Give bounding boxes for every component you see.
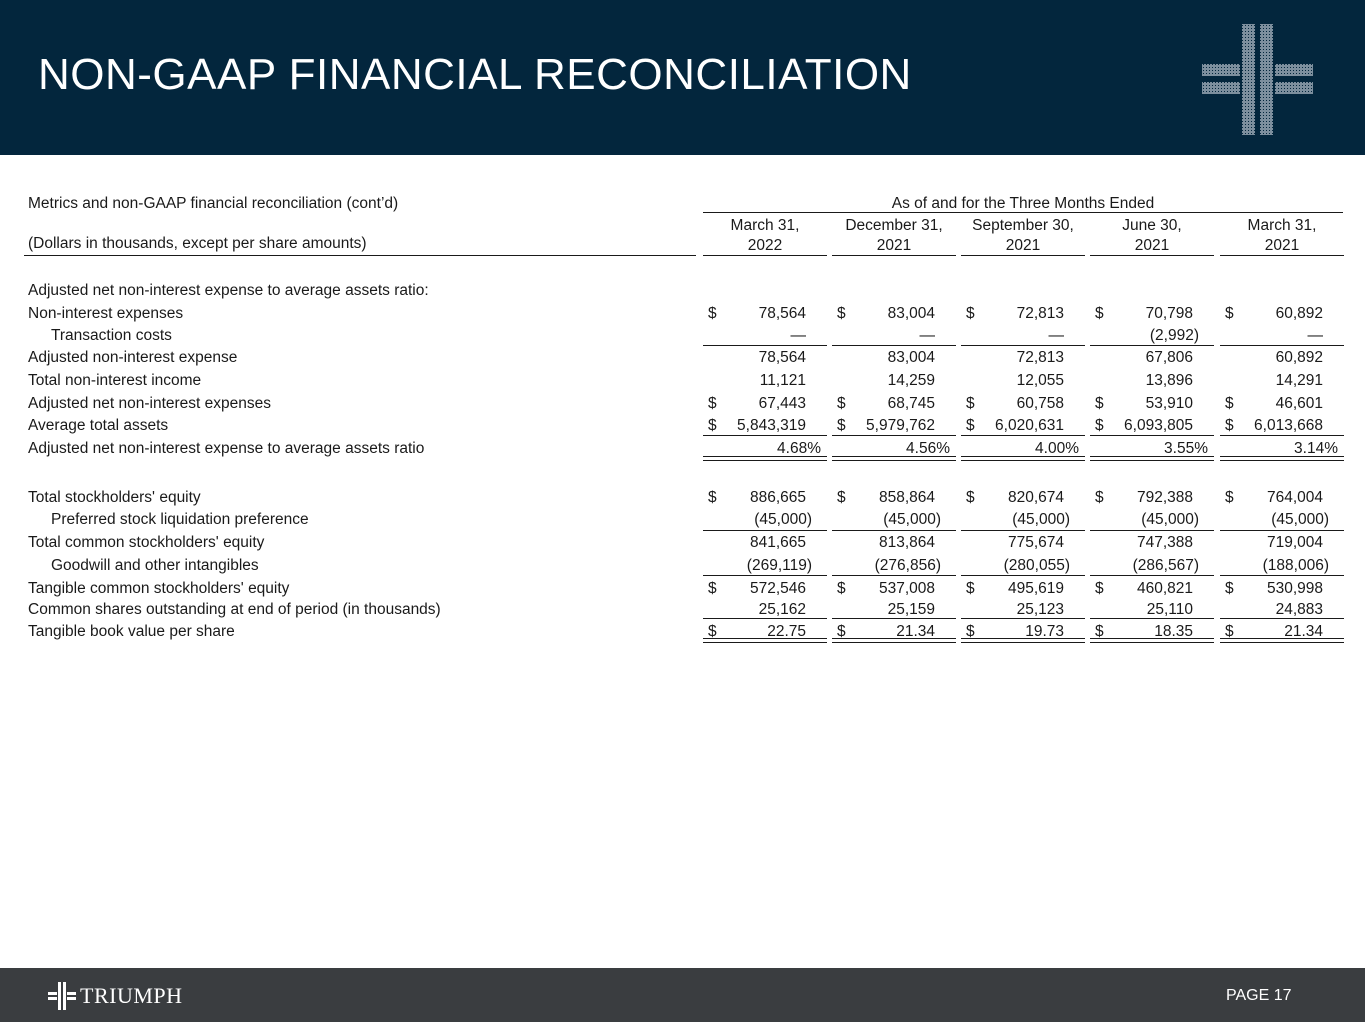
table-caption: Metrics and non-GAAP financial reconciliation (cont’d) [28, 195, 399, 212]
currency-symbol: $ [837, 417, 846, 434]
cell-value: 78,564 [758, 349, 806, 366]
table-cell [1220, 534, 1344, 552]
currency-symbol: $ [1225, 580, 1234, 597]
currency-symbol: $ [837, 580, 846, 597]
cell-value: 3.55% [1164, 440, 1208, 457]
table-cell [832, 601, 956, 619]
slide-footer [0, 968, 1365, 1022]
row-label: Total non-interest income [28, 372, 202, 389]
cell-value: 11,121 [759, 372, 806, 389]
total-double-underline [832, 456, 956, 461]
cell-value: 18.35 [1154, 623, 1193, 640]
cell-value: 6,093,805 [1124, 417, 1193, 434]
row-label: Transaction costs [51, 327, 172, 344]
page-title: NON-GAAP FINANCIAL RECONCILIATION [38, 50, 912, 99]
cell-value: 764,004 [1266, 489, 1323, 506]
table-cell [703, 395, 827, 413]
table-cell [703, 349, 827, 367]
cell-value: 4.68% [777, 440, 821, 457]
cell-value: 537,008 [878, 580, 935, 597]
total-double-underline [961, 456, 1085, 461]
row-label: Adjusted net non-interest expense to average assets ratio [28, 440, 425, 457]
currency-symbol: $ [966, 395, 975, 412]
table-cell [832, 580, 956, 598]
table-cell [703, 601, 827, 619]
currency-symbol: $ [1225, 395, 1234, 412]
subtotal-underline [703, 530, 827, 531]
cell-value: 25,162 [758, 601, 806, 618]
label-header-divider [24, 255, 696, 256]
currency-symbol: $ [1095, 395, 1104, 412]
cell-value: 4.00% [1035, 440, 1079, 457]
column-header-divider [832, 255, 956, 256]
subtotal-underline [832, 345, 956, 346]
table-cell [703, 327, 827, 345]
table-cell [1220, 580, 1344, 598]
column-header-1 [832, 216, 956, 256]
row-label: Common shares outstanding at end of period (in thousands) [28, 601, 441, 618]
cell-value: 67,443 [758, 395, 806, 412]
cell-value: 5,979,762 [866, 417, 935, 434]
cell-value: 5,843,319 [737, 417, 806, 434]
cell-value: 60,892 [1275, 349, 1323, 366]
column-header-2 [961, 216, 1085, 256]
table-cell [961, 580, 1085, 598]
column-header-divider [1220, 255, 1344, 256]
cell-value: 21.34 [896, 623, 935, 640]
currency-symbol: $ [1095, 580, 1104, 597]
table-cell [961, 305, 1085, 323]
table-cell [703, 305, 827, 323]
table-cell [1220, 305, 1344, 323]
currency-symbol: $ [966, 417, 975, 434]
cell-value: 25,110 [1146, 601, 1193, 618]
currency-symbol: $ [708, 580, 717, 597]
subtotal-underline [1220, 530, 1344, 531]
cell-value: 46,601 [1275, 395, 1323, 412]
cell-value: (269,119) [746, 557, 812, 574]
cell-value: 25,159 [887, 601, 935, 618]
cell-value: 719,004 [1266, 534, 1323, 551]
currency-symbol: $ [1225, 305, 1234, 322]
total-double-underline [961, 638, 1085, 643]
subtotal-underline [832, 618, 956, 619]
cell-value: — [1048, 327, 1064, 344]
currency-symbol: $ [966, 580, 975, 597]
currency-symbol: $ [708, 417, 717, 434]
total-double-underline [1220, 456, 1344, 461]
table-cell [1220, 489, 1344, 507]
table-cell [1090, 395, 1214, 413]
table-cell [1220, 395, 1344, 413]
cell-value: 820,674 [1007, 489, 1064, 506]
currency-symbol: $ [1095, 305, 1104, 322]
row-label: Preferred stock liquidation preference [51, 511, 309, 528]
cell-value: — [1307, 327, 1323, 344]
subtotal-underline [1220, 345, 1344, 346]
subtotal-underline [1090, 435, 1214, 436]
subtotal-underline [832, 530, 956, 531]
table-cell [1090, 557, 1214, 575]
table-cell [832, 534, 956, 552]
table-cell [832, 489, 956, 507]
cell-value: 775,674 [1007, 534, 1064, 551]
column-header-divider [1090, 255, 1214, 256]
cell-value: 460,821 [1136, 580, 1193, 597]
cell-value: (45,000) [1141, 511, 1199, 528]
cell-value: 12,055 [1016, 372, 1064, 389]
column-header-year: 2022 [747, 237, 783, 254]
subtotal-underline [832, 575, 956, 576]
currency-symbol: $ [837, 305, 846, 322]
table-cell [961, 601, 1085, 619]
table-cell [1090, 601, 1214, 619]
total-double-underline [832, 638, 956, 643]
subtotal-underline [1220, 575, 1344, 576]
triumph-cross-logo-icon [1200, 22, 1315, 137]
column-header-divider [961, 255, 1085, 256]
subtotal-underline [961, 530, 1085, 531]
cell-value: 14,259 [887, 372, 935, 389]
group-divider [703, 212, 1343, 213]
cell-value: 68,745 [887, 395, 935, 412]
subtotal-underline [961, 575, 1085, 576]
currency-symbol: $ [837, 395, 846, 412]
table-cell [961, 327, 1085, 345]
table-cell [961, 557, 1085, 575]
cell-value: 83,004 [887, 349, 935, 366]
row-label: Average total assets [28, 417, 169, 434]
table-cell [703, 511, 827, 529]
cell-value: 67,806 [1145, 349, 1193, 366]
table-cell [1090, 417, 1214, 435]
table-cell [1090, 511, 1214, 529]
subtotal-underline [832, 435, 956, 436]
currency-symbol: $ [966, 305, 975, 322]
subtotal-underline [961, 345, 1085, 346]
cell-value: (276,856) [874, 557, 941, 574]
page-number: PAGE 17 [1226, 987, 1292, 1004]
cell-value: 792,388 [1136, 489, 1193, 506]
row-label: Non-interest expenses [28, 305, 184, 322]
cell-value: 6,013,668 [1254, 417, 1323, 434]
table-cell [1090, 372, 1214, 390]
subtotal-underline [1090, 345, 1214, 346]
cell-value: (2,992) [1149, 327, 1199, 344]
column-header-month: March 31, [730, 217, 800, 234]
table-cell [1220, 511, 1344, 529]
triumph-cross-small-icon [48, 982, 76, 1010]
total-double-underline [1090, 638, 1214, 643]
column-header-4 [1220, 216, 1344, 256]
currency-symbol: $ [966, 623, 975, 640]
footer-brand-name: TRIUMPH [80, 983, 183, 1008]
cell-value: 72,813 [1016, 305, 1064, 322]
cell-value: 813,864 [878, 534, 935, 551]
table-cell [703, 489, 827, 507]
cell-value: (188,006) [1262, 557, 1329, 574]
cell-value: 24,883 [1275, 601, 1323, 618]
cell-value: 530,998 [1266, 580, 1323, 597]
cell-value: 19.73 [1025, 623, 1064, 640]
table-cell [1220, 417, 1344, 435]
total-double-underline [703, 456, 827, 461]
currency-symbol: $ [1225, 489, 1234, 506]
table-cell [832, 511, 956, 529]
table-cell [703, 534, 827, 552]
currency-symbol: $ [708, 305, 717, 322]
cell-value: (280,055) [1003, 557, 1070, 574]
cell-value: 70,798 [1145, 305, 1193, 322]
cell-value: 53,910 [1145, 395, 1193, 412]
subtotal-underline [703, 345, 827, 346]
table-cell [703, 417, 827, 435]
cell-value: 60,758 [1016, 395, 1064, 412]
subtotal-underline [1220, 618, 1344, 619]
table-cell [1220, 349, 1344, 367]
row-label: Tangible book value per share [28, 623, 235, 640]
column-header-month: September 30, [972, 217, 1074, 234]
subtotal-underline [703, 575, 827, 576]
table-cell [703, 372, 827, 390]
table-cell [832, 395, 956, 413]
table-cell [1090, 489, 1214, 507]
cell-value: 747,388 [1136, 534, 1193, 551]
cell-value: (45,000) [1271, 511, 1329, 528]
table-cell [1220, 601, 1344, 619]
cell-value: 83,004 [887, 305, 935, 322]
cell-value: 22.75 [767, 623, 806, 640]
total-double-underline [1090, 456, 1214, 461]
currency-symbol: $ [1095, 417, 1104, 434]
column-header-0 [703, 216, 827, 256]
column-header-year: 2021 [876, 237, 912, 254]
table-cell [961, 511, 1085, 529]
subtotal-underline [961, 618, 1085, 619]
subtotal-underline [1090, 618, 1214, 619]
currency-symbol: $ [1095, 623, 1104, 640]
table-cell [1090, 534, 1214, 552]
cell-value: 858,864 [878, 489, 935, 506]
cell-value: 60,892 [1275, 305, 1323, 322]
currency-symbol: $ [1225, 417, 1234, 434]
table-cell [1090, 349, 1214, 367]
currency-symbol: $ [708, 489, 717, 506]
table-cell [832, 305, 956, 323]
total-double-underline [703, 638, 827, 643]
table-cell [832, 417, 956, 435]
table-cell [703, 557, 827, 575]
cell-value: 495,619 [1007, 580, 1064, 597]
column-header-divider [703, 255, 827, 256]
slide-header [0, 0, 1365, 155]
subtotal-underline [961, 435, 1085, 436]
column-header-year: 2021 [1134, 237, 1170, 254]
column-header-year: 2021 [1005, 237, 1041, 254]
table-cell [832, 557, 956, 575]
row-label: Adjusted net non-interest expenses [28, 395, 271, 412]
cell-value: (286,567) [1132, 557, 1199, 574]
cell-value: (45,000) [883, 511, 941, 528]
table-cell [703, 580, 827, 598]
table-cell [1220, 557, 1344, 575]
column-header-month: June 30, [1122, 217, 1182, 234]
cell-value: — [919, 327, 935, 344]
cell-value: 14,291 [1275, 372, 1323, 389]
subtotal-underline [703, 435, 827, 436]
cell-value: 572,546 [749, 580, 806, 597]
table-cell [961, 534, 1085, 552]
table-cell [1220, 372, 1344, 390]
cell-value: 21.34 [1284, 623, 1323, 640]
cell-value: 72,813 [1016, 349, 1064, 366]
table-cell [961, 349, 1085, 367]
subtotal-underline [1090, 575, 1214, 576]
cell-value: 78,564 [758, 305, 806, 322]
currency-symbol: $ [708, 395, 717, 412]
table-cell [961, 417, 1085, 435]
row-label: Tangible common stockholders' equity [28, 580, 290, 597]
currency-symbol: $ [966, 489, 975, 506]
cell-value: 6,020,631 [995, 417, 1064, 434]
currency-symbol: $ [1225, 623, 1234, 640]
cell-value: 4.56% [906, 440, 950, 457]
table-cell [1090, 305, 1214, 323]
currency-symbol: $ [1095, 489, 1104, 506]
cell-value: 13,896 [1145, 372, 1193, 389]
cell-value: (45,000) [1012, 511, 1070, 528]
table-cell [961, 372, 1085, 390]
column-header-year: 2021 [1264, 237, 1300, 254]
row-label: Total stockholders' equity [28, 489, 201, 506]
cell-value: 841,665 [749, 534, 806, 551]
currency-symbol: $ [837, 623, 846, 640]
period-group-header: As of and for the Three Months Ended [891, 195, 1155, 212]
table-cell [1090, 580, 1214, 598]
table-cell [832, 349, 956, 367]
cell-value: 3.14% [1294, 440, 1338, 457]
table-cell [832, 327, 956, 345]
currency-symbol: $ [708, 623, 717, 640]
subtotal-underline [703, 618, 827, 619]
cell-value: 886,665 [749, 489, 806, 506]
units-note: (Dollars in thousands, except per share amounts) [28, 235, 367, 252]
column-header-3 [1090, 216, 1214, 256]
cell-value: (45,000) [754, 511, 812, 528]
column-header-month: March 31, [1247, 217, 1317, 234]
table-cell [961, 489, 1085, 507]
footer-brand [48, 982, 183, 1010]
total-double-underline [1220, 638, 1344, 643]
table-cell [961, 395, 1085, 413]
column-header-month: December 31, [845, 217, 943, 234]
cell-value: 25,123 [1016, 601, 1064, 618]
row-label: Adjusted non-interest expense [28, 349, 238, 366]
table-cell [1090, 327, 1214, 345]
subtotal-underline [1220, 435, 1344, 436]
row-label: Total common stockholders' equity [28, 534, 265, 551]
row-label: Goodwill and other intangibles [51, 557, 259, 574]
subtotal-underline [1090, 530, 1214, 531]
currency-symbol: $ [837, 489, 846, 506]
table-cell [832, 372, 956, 390]
section-title-expense-ratio: Adjusted net non-interest expense to average assets ratio: [28, 282, 429, 299]
cell-value: — [790, 327, 806, 344]
table-cell [1220, 327, 1344, 345]
